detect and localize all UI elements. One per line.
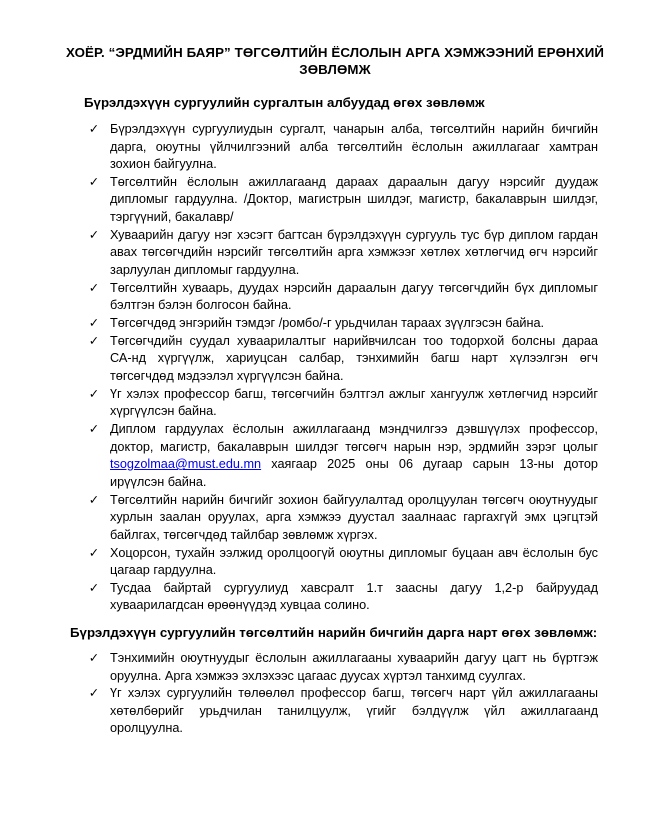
list-item-text: Төгсөлтийн хуваарь, дуудах нэрсийн дараалын дагуу төгсөгчдийн бүх дипломыг бэлтгэн бэлэн болгосон байна. — [110, 280, 598, 313]
list-item-text: Тусдаа байртай сургуулиуд хавсралт 1.т заасны дагуу 1,2-р байруудад хуваарилагдсан өрөөнүүдэд хувцаа солино. — [110, 580, 598, 613]
document-title-line-2: ЗӨВЛӨМЖ — [299, 62, 371, 77]
list-item-text: Төгсөгчдийн суудал хуваарилалтыг нарийвчилсан тоо тодорхой болсны дараа СА-нд хүргүүлж, хариуцсан салбар, тэнхимийн багш нарт хүлээлгэн өгч төгсөгчдөд мэдээлэл хүргүүлсэн байна. — [110, 333, 598, 383]
list-item-text: Төгсөгчдөд энгэрийн тэмдэг /ромбо/-г урьдчилан тараах зүүлгэсэн байна. — [110, 316, 545, 331]
checkmark-icon: ✓ — [88, 492, 100, 507]
list-item — [0, 492, 598, 545]
email-link[interactable]: tsogzolmaa@must.edu.mn — [110, 457, 262, 472]
checkmark-icon: ✓ — [88, 280, 100, 295]
list-item-text: Үг хэлэх профессор багш, төгсөгчийн бэлтгэл ажлыг хангуулж хөтлөгчид нэрсийг хүргүүлсэн байна. — [110, 386, 598, 419]
list-item — [0, 650, 598, 685]
list-item-text-after-email: хаягаар 2025 оны 06 дугаар сарын 13-ны дотор ирүүлсэн байна. — [110, 457, 598, 489]
checkmark-icon: ✓ — [88, 316, 100, 331]
recommendation-list-graduation-secretaries — [0, 650, 598, 738]
checkmark-icon: ✓ — [88, 686, 100, 701]
list-item-text: Үг хэлэх сургуулийн төлөөлөл профессор багш, төгсөгч нарт үйл ажиллагааны хөтөлбөрийг урьдчилан танилцуулж, үгийг бэлдүүлж үйл ажиллагаанд оролцуулна. — [110, 686, 598, 736]
list-item-text: Төгсөлтийн ёслолын ажиллагаанд дараах дараалын дагуу нэрсийг дуудаж дипломыг гардуулна. /Доктор, магистрын шилдэг, магистр, бакалаврын шилдэг, тэргүүний, бакалавр/ — [110, 174, 598, 224]
checkmark-icon: ✓ — [88, 386, 100, 401]
list-item — [0, 545, 598, 580]
checkmark-icon: ✓ — [88, 227, 100, 242]
list-item — [0, 386, 598, 421]
list-item-text: Тэнхимийн оюутнуудыг ёслолын ажиллагааны хуваарийн дагуу цагт нь бүртгэж оруулна. Арга хэмжээ эхлэхээс цагаас дуусах хүртэл танхимд суулгах. — [110, 651, 598, 683]
list-item — [0, 315, 598, 333]
document-title-line-1: ХОЁР. “ЭРДМИЙН БАЯР” ТӨГСӨЛТИЙН ЁСЛОЛЫН АРГА ХЭМЖЭЭНИЙ ЕРӨНХИЙ — [65, 45, 605, 60]
checkmark-icon: ✓ — [88, 580, 100, 595]
checkmark-icon: ✓ — [88, 651, 100, 665]
checkmark-icon: ✓ — [88, 174, 100, 189]
list-item — [0, 227, 598, 280]
checkmark-icon: ✓ — [88, 122, 100, 136]
list-item — [0, 580, 598, 615]
list-item-text: Төгсөлтийн нарийн бичгийг зохион байгуулалтад оролцуулан төгсөгч оюутнуудыг хурлын заалан оруулах, арга хэмжээ дуустал заалнаас гаргахгүй эмх цэгцтэй байлгах, төгсөгчдөд тайлбар зөвлөмж хүргэх. — [110, 492, 598, 542]
checkmark-icon: ✓ — [88, 333, 100, 348]
checkmark-icon: ✓ — [88, 545, 100, 560]
section-heading-training-offices: Бүрэлдэхүүн сургуулийн сургалтын албуудад өгөх зөвлөмж — [84, 95, 485, 110]
list-item — [0, 121, 598, 174]
list-item — [0, 174, 598, 227]
list-item-text: Хоцорсон, тухайн ээлжид оролцоогүй оюутны дипломыг буцаан авч ёслолын бус цагаар гардуулна. — [110, 545, 598, 578]
recommendation-list-training-offices — [0, 121, 598, 615]
list-item — [0, 685, 598, 738]
checkmark-icon: ✓ — [88, 422, 100, 437]
list-item — [0, 333, 598, 386]
list-item-text: Бүрэлдэхүүн сургуулиудын сургалт, чанарын алба, төгсөлтийн нарийн бичгийн дарга, оюутны үйлчилгээний алба төгсөлтийн ёслолын ажиллагааг хамтран зохион байгуулна. — [110, 122, 598, 171]
list-item-text: Хуваарийн дагуу нэг хэсэгт багтсан бүрэлдэхүүн сургууль тус бүр диплом гардан авах төгсөгчдийн нэрсийг төгсөлтийн арга хэмжээг хөтлөх хөтлөгчид өгч нэрсийг зарлуулан дипломыг гардуулна. — [110, 227, 598, 277]
list-item — [0, 421, 598, 491]
list-item — [0, 280, 598, 315]
document-title — [60, 44, 610, 78]
list-item-text-before-email: Диплом гардуулах ёслолын ажиллагаанд мэндчилгээ дэвшүүлэх профессор, доктор, магистр, бакалаврын шилдэг төгсөгч нарын нэр, эрдмийн зэрэг цолыг — [110, 422, 598, 454]
section-heading-graduation-secretaries: Бүрэлдэхүүн сургуулийн төгсөлтийн нарийн бичгийн дарга нарт өгөх зөвлөмж: — [70, 625, 598, 640]
